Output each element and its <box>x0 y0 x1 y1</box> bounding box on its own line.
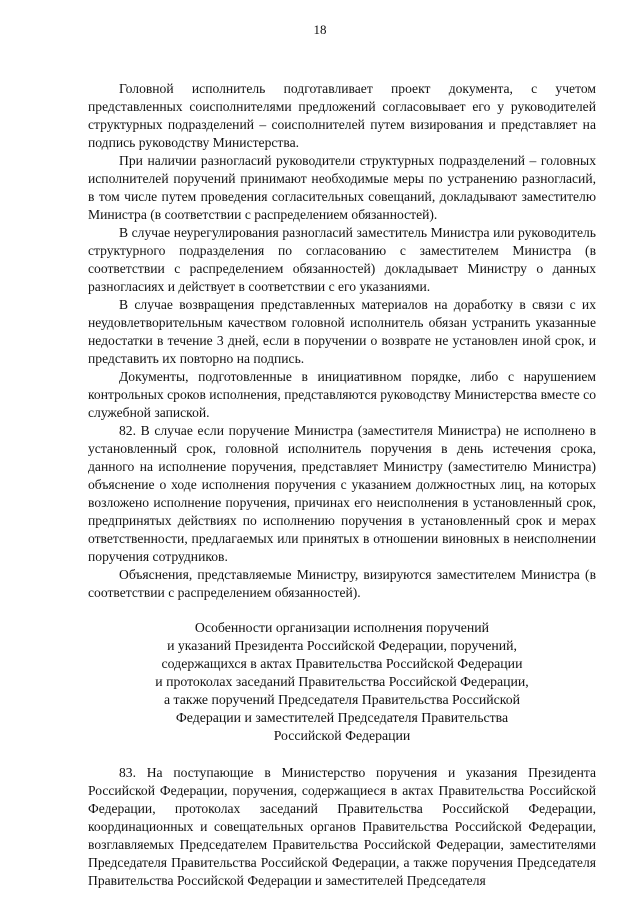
paragraph-initiative-documents: Документы, подготовленные в инициативном порядке, либо с нарушением контрольных сроков исполнения, представляются руководству Министерства вместе со служебной запиской. <box>88 369 596 420</box>
section-heading-line: Федерации и заместителей Председателя Правительства <box>175 710 509 725</box>
section-heading-line: Особенности организации исполнения поручений <box>194 620 490 635</box>
paragraph-clause-83: 83. На поступающие в Министерство поручения и указания Президента Российской Федерации, поручения, содержащиеся в актах Правительства Российской Федерации, протоколах заседаний Правительства Российской Федерации, координационных и совещательных органов Правительства Российской Федерации, возглавляемых Председателем Правительства Российской Федерации, заместителями Председателя Правительства Российской Федерации, а также поручения Председателя Правительства Российской Федерации и заместителей Председателя <box>88 765 596 888</box>
page-number: 18 <box>313 22 327 37</box>
section-heading-line: содержащихся в актах Правительства Российской Федерации <box>161 656 523 671</box>
paragraph-returned-materials: В случае возвращения представленных материалов на доработку в связи с их неудовлетворительным качеством головной исполнитель обязан устранить указанные недостатки в течение 3 дней, если в поручении о возврате не установлен иной срок, и представить их повторно на подпись. <box>88 297 596 366</box>
section-heading <box>88 619 596 745</box>
section-heading-line: и указаний Президента Российской Федерации, поручений, <box>167 638 517 653</box>
paragraph-lead-executor: Головной исполнитель подготавливает проект документа, с учетом представленных соисполнителями предложений согласовывает его у руководителей структурных подразделений – соисполнителей путем визирования и представляет на подпись руководству Министерства. <box>88 81 596 150</box>
paragraph-disagreements: При наличии разногласий руководители структурных подразделений – головных исполнителей поручений принимают необходимые меры по устранению разногласий, в том числе путем проведения согласительных совещаний, докладывают заместителю Министра (в соответствии с распределением обязанностей). <box>88 153 596 222</box>
document-body <box>88 80 596 890</box>
section-heading-line: и протоколах заседаний Правительства Российской Федерации, <box>155 674 529 689</box>
paragraph-unresolved-disagreements: В случае неурегулирования разногласий заместитель Министра или руководитель структурного подразделения по согласованию с заместителем Министра (в соответствии с распределением обязанностей) докладывает Министру о данных разногласиях и действует в соответствии с его указаниями. <box>88 225 596 294</box>
paragraph-clause-82: 82. В случае если поручение Министра (заместителя Министра) не исполнено в установленный срок, головной исполнитель поручения в день истечения срока, данного на исполнение поручения, представляет Министру (заместителю Министра) объяснение о ходе исполнения поручения с указанием должностных лиц, на которых возложено исполнение поручения, причинах его неисполнения в установленный срок, предпринятых действиях по исполнению поручения в установленный срок и мерах ответственности, предлагаемых или принятых в отношении виновных в неисполнении поручения сотрудников. <box>88 423 596 564</box>
section-heading-line: Российской Федерации <box>273 728 411 743</box>
section-heading-line: а также поручений Председателя Правительства Российской <box>163 692 521 707</box>
paragraph-explanations: Объяснения, представляемые Министру, визируются заместителем Министра (в соответствии с распределением обязанностей). <box>88 567 596 600</box>
